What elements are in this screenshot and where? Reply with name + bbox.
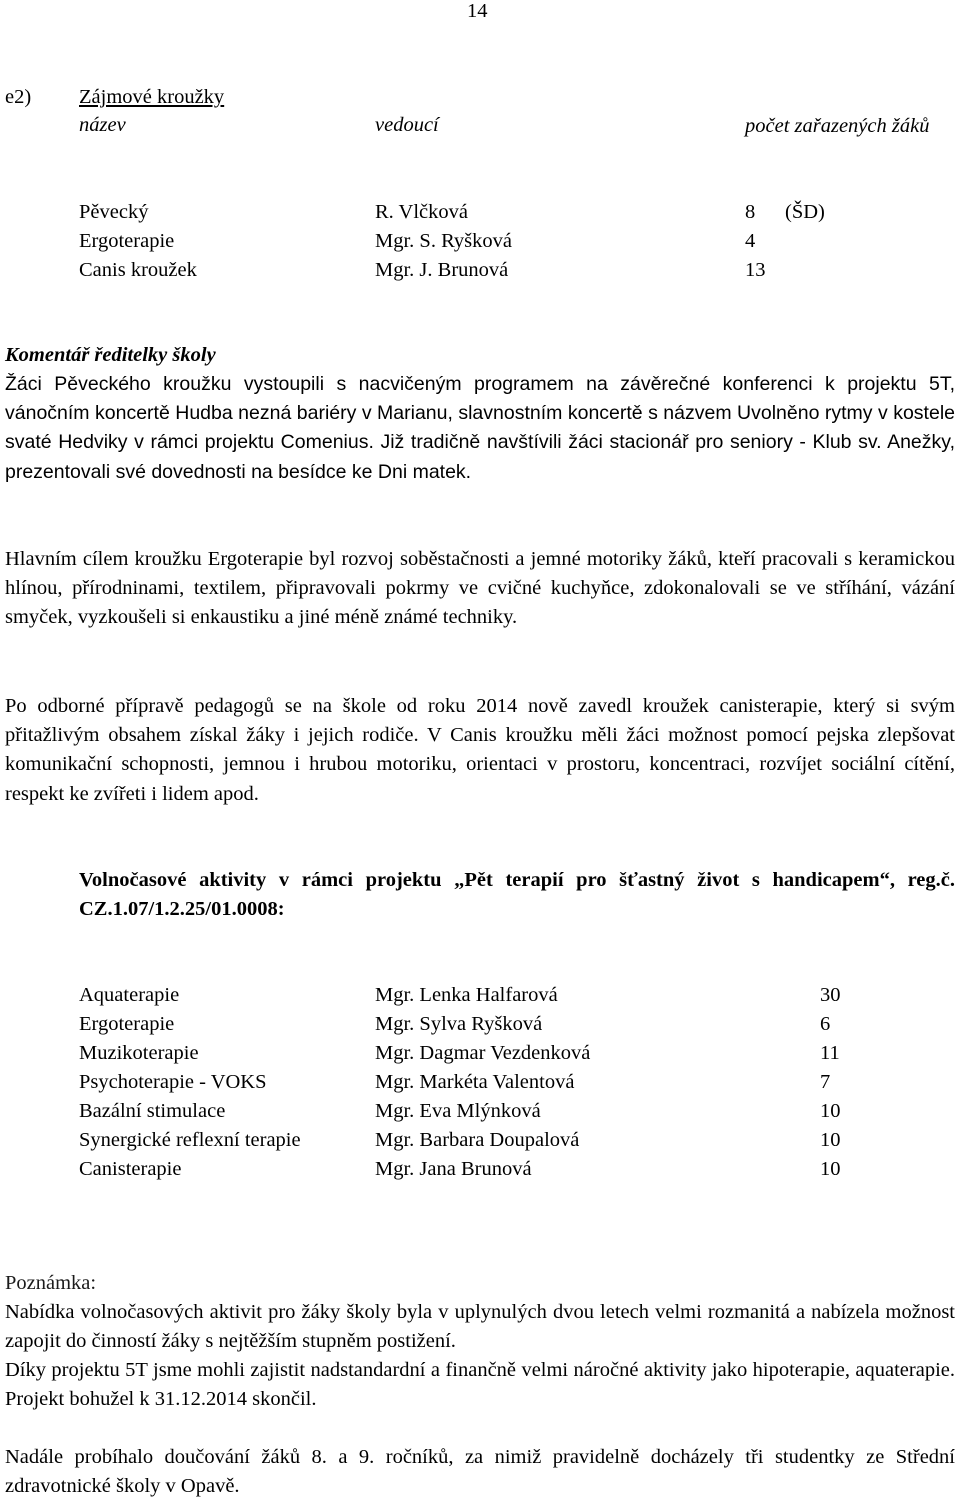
row-count: 10: [820, 1158, 841, 1180]
row-count: 10: [820, 1129, 841, 1151]
row-count: 7: [820, 1071, 831, 1093]
row-name: Canisterapie: [79, 1158, 182, 1180]
row-leader: Mgr. Markéta Valentová: [375, 1071, 575, 1093]
row-name: Muzikoterapie: [79, 1042, 199, 1064]
row-leader: Mgr. S. Ryšková: [375, 230, 513, 252]
page-number: 14: [467, 0, 488, 22]
comment-paragraph: Po odborné přípravě pedagogů se na škole od roku 2014 nově zavedl kroužek canisterapie, který si svým přitažlivým obsahem získal žáky i jejich rodiče. V Canis kroužku měli žáci možnost pomocí pejska zlepšovat komunikační schopnosti, jemnou i hrubou motoriku, orientaci v prostoru, koncentraci, rozvíjet sociální cítění, respekt ke zvířeti i lidem apod.: [5, 695, 955, 805]
row-note: (ŠD): [785, 201, 825, 223]
row-leader: Mgr. Lenka Halfarová: [375, 984, 558, 1006]
row-leader: Mgr. Jana Brunová: [375, 1158, 532, 1180]
comment-paragraph: Žáci Pěveckého kroužku vystoupili s nacvičeným programem na závěrečné konferenci k projektu 5T, vánočním koncertě Hudba nezná bariéry v Marianu, slavnostním koncertě s názvem Uvolněno rytmy v kostele svaté Hedviky v rámci projektu Comenius. Již tradičně navštívili žáci stacionář pro seniory - Klub sv. Anežky, prezentovali své dovednosti na besídce ke Dni matek.: [5, 373, 955, 483]
row-leader: Mgr. J. Brunová: [375, 259, 509, 281]
note-paragraph: Díky projektu 5T jsme mohli zajistit nadstandardní a finančně velmi náročné aktivity jako hipoterapie, aquaterapie. Projekt bohužel k 31.12.2014 skončil.: [5, 1359, 955, 1411]
row-name: Bazální stimulace: [79, 1100, 226, 1122]
row-name: Synergické reflexní terapie: [79, 1129, 301, 1151]
row-leader: R. Vlčková: [375, 201, 469, 223]
header-name: název: [79, 114, 126, 136]
note-paragraph: Nadále probíhalo doučování žáků 8. a 9. ročníků, za nimiž pravidelně docházely tři studentky ze Střední zdravotnické školy v Opavě.: [5, 1446, 955, 1498]
row-name: Psychoterapie - VOKS: [79, 1071, 267, 1093]
section-number: e2): [5, 86, 32, 108]
header-count: počet zařazených žáků: [745, 115, 930, 137]
row-name: Ergoterapie: [79, 230, 175, 252]
row-name: Canis kroužek: [79, 259, 197, 281]
row-name: Aquaterapie: [79, 984, 180, 1006]
row-count: 8: [745, 201, 756, 223]
section-title: Zájmové kroužky: [79, 86, 225, 108]
project-heading: Volnočasové aktivity v rámci projektu „Pět terapií pro šťastný život s handicapem“, reg.č. CZ.1.07/1.2.25/01.0008:: [79, 869, 955, 920]
row-count: 13: [745, 259, 766, 281]
row-count: 4: [745, 230, 756, 252]
note-label: Poznámka:: [5, 1272, 97, 1294]
row-leader: Mgr. Dagmar Vezdenková: [375, 1042, 591, 1064]
row-name: Pěvecký: [79, 201, 149, 223]
row-leader: Mgr. Sylva Ryšková: [375, 1013, 543, 1035]
comment-heading: Komentář ředitelky školy: [5, 344, 216, 366]
row-count: 30: [820, 984, 841, 1006]
note-paragraph: Nabídka volnočasových aktivit pro žáky školy byla v uplynulých dvou letech velmi rozmanitá a nabízela možnost zapojit do činností žáky s nejtěžším stupněm postižení.: [5, 1301, 955, 1353]
header-leader: vedoucí: [375, 114, 439, 136]
row-name: Ergoterapie: [79, 1013, 175, 1035]
row-leader: Mgr. Eva Mlýnková: [375, 1100, 541, 1122]
row-count: 11: [820, 1042, 840, 1064]
comment-paragraph: Hlavním cílem kroužku Ergoterapie byl rozvoj soběstačnosti a jemné motoriky žáků, kteří pracovali s keramickou hlínou, přírodninami, textilem, připravovali pokrmy ve cvičné kuchyňce, zdokonalovali se ve stříhání, vázání smyček, vyzkoušeli si enkaustiku a jiné méně známé techniky.: [5, 548, 955, 629]
row-leader: Mgr. Barbara Doupalová: [375, 1129, 580, 1151]
row-count: 6: [820, 1013, 831, 1035]
row-count: 10: [820, 1100, 841, 1122]
